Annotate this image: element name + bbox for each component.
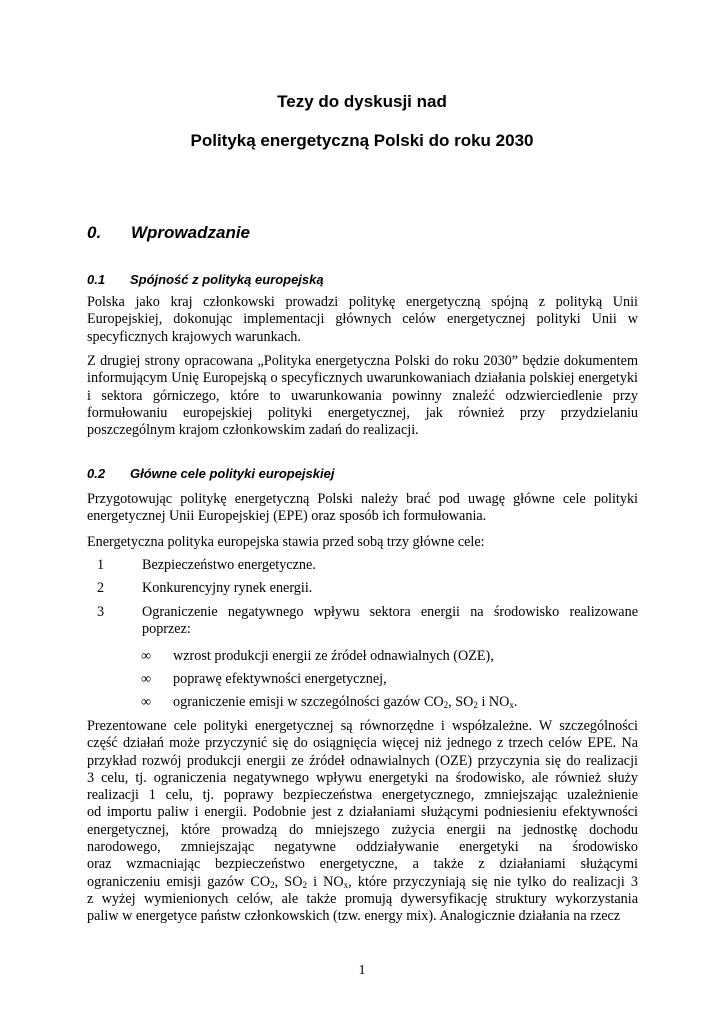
- bullet-text-part: ograniczenie emisji w szczególności gazów CO: [173, 694, 444, 710]
- paragraph-line: część działań może przyczynić się do osiągnięcia więcej niż jednego z trzech celów EPE. Na: [87, 735, 638, 752]
- paragraph-5: [87, 718, 638, 926]
- subsection-number: 0.1: [87, 272, 106, 287]
- goal-text: Konkurencyjny rynek energii.: [142, 580, 313, 596]
- subsection-number: 0.2: [87, 466, 106, 481]
- infinity-bullet-icon: ∞: [141, 694, 152, 710]
- paragraph-line: od importu paliw i energii. Podobnie jest z działaniami służącymi podniesieniu efektywności: [87, 804, 638, 821]
- paragraph-4: Energetyczna polityka europejska stawia przed sobą trzy główne cele:: [87, 534, 485, 550]
- paragraph-line: oraz wzmacniając bezpieczeństwo energetyczne, a także z działaniami służącymi: [87, 856, 638, 873]
- goal-text: Bezpieczeństwo energetyczne.: [142, 557, 316, 573]
- bullet-item-1: [141, 648, 494, 665]
- bullet-text-part: , SO: [448, 694, 474, 710]
- subsection-heading-0-1: [87, 272, 324, 287]
- subscript: 2: [302, 879, 307, 890]
- bullet-text: [173, 694, 517, 710]
- paragraph-line: [87, 874, 638, 891]
- infinity-bullet-icon: ∞: [141, 648, 152, 664]
- page-number: 1: [358, 963, 366, 978]
- goal-list-item-1: [97, 557, 638, 574]
- paragraph-line: Prezentowane cele polityki energetycznej są równorzędne i współzależne. W szczególności: [87, 718, 638, 734]
- bullet-text-part: i NO: [477, 694, 510, 710]
- goal-number: 2: [97, 580, 105, 596]
- paragraph-line: 3 celu, tj. ograniczenia negatywnego wpływu energetyki na środowisko, ale również służy: [87, 769, 638, 786]
- paragraph-line: paliw w energetyce państw członkowskich (tzw. energy mix). Analogicznie działania na rzecz: [87, 908, 621, 925]
- subsection-title: Spójność z polityką europejską: [130, 272, 324, 287]
- subscript: 2: [270, 879, 275, 890]
- paragraph-line: przykład rozwój produkcji energii ze źródeł odnawialnych (OZE) przyczynia się do realizacji: [87, 752, 638, 769]
- goal-text: Ograniczenie negatywnego wpływu sektora energii na środowisko realizowane poprzez:: [142, 604, 638, 638]
- subscript: 2: [473, 700, 478, 710]
- bullet-text: wzrost produkcji energii ze źródeł odnawialnych (OZE),: [173, 648, 494, 664]
- paragraph-line: z wyżej wymienionych celów, ale także promują dywersyfikację struktury wykorzystania: [87, 890, 638, 907]
- section-heading-0: [87, 223, 250, 243]
- bullet-item-2: [141, 671, 387, 688]
- goal-list-item-2: [97, 580, 638, 597]
- bullet-text: poprawę efektywności energetycznej,: [173, 671, 387, 687]
- paragraph-text-part: ograniczeniu emisji gazów CO: [87, 873, 271, 890]
- paragraph-text-part: i NO: [306, 873, 344, 890]
- paragraph-line: energetycznej, które prowadzą do mniejszego zużycia energii na jednostkę dochodu: [87, 821, 638, 838]
- infinity-bullet-icon: ∞: [141, 671, 152, 687]
- bullet-text-part: .: [513, 694, 518, 710]
- paragraph-line: narodowego, zmniejszając negatywne oddziaływanie energetyki na środowisko: [87, 839, 638, 856]
- paragraph-text-part: , które przyczyniają się nie tylko do realizacji 3: [348, 873, 638, 890]
- goal-number: 1: [97, 557, 105, 573]
- paragraph-line: realizacji 1 celu, tj. poprawy bezpieczeństwa energetycznego, zmniejszając uzależnienie: [87, 787, 638, 804]
- subsection-title: Główne cele polityki europejskiej: [130, 466, 335, 481]
- subscript: x: [509, 700, 514, 710]
- section-number: 0.: [87, 223, 102, 242]
- subsection-heading-0-2: [87, 466, 334, 481]
- document-title-line-2: Polityką energetyczną Polski do roku 2030: [190, 131, 534, 150]
- subscript: 2: [443, 700, 449, 710]
- section-title: Wprowadzanie: [131, 223, 251, 242]
- document-title-line-1: Tezy do dyskusji nad: [277, 92, 447, 111]
- paragraph-1: Polska jako kraj członkowski prowadzi politykę energetyczną spójną z polityką Unii Europejskiej, dokonując implementacji głównych celów energetycznej polityki Unii w specyficznych krajowych warunkach.: [87, 294, 638, 345]
- goal-number: 3: [97, 604, 105, 620]
- paragraph-3: Przygotowując politykę energetyczną Polski należy brać pod uwagę główne cele polityki energetycznej Unii Europejskiej (EPE) oraz sposób ich formułowania.: [87, 491, 638, 525]
- bullet-item-3: [141, 694, 517, 711]
- paragraph-2: Z drugiej strony opracowana „Polityka energetyczna Polski do roku 2030” będzie dokumentem informującym Unię Europejską o specyficznych uwarunkowaniach działania polskiej energetyki i sektora górniczego, które to uwarunkowania powinny znaleźć odzwierciedlenie przy formułowaniu europejskiej polityki energetycznej, jak również przy przydzielaniu poszczególnym krajom członkowskim zadań do realizacji.: [87, 353, 638, 439]
- subscript: x: [343, 879, 349, 890]
- paragraph-text-part: , SO: [274, 873, 303, 890]
- goal-list-item-3: [97, 604, 638, 639]
